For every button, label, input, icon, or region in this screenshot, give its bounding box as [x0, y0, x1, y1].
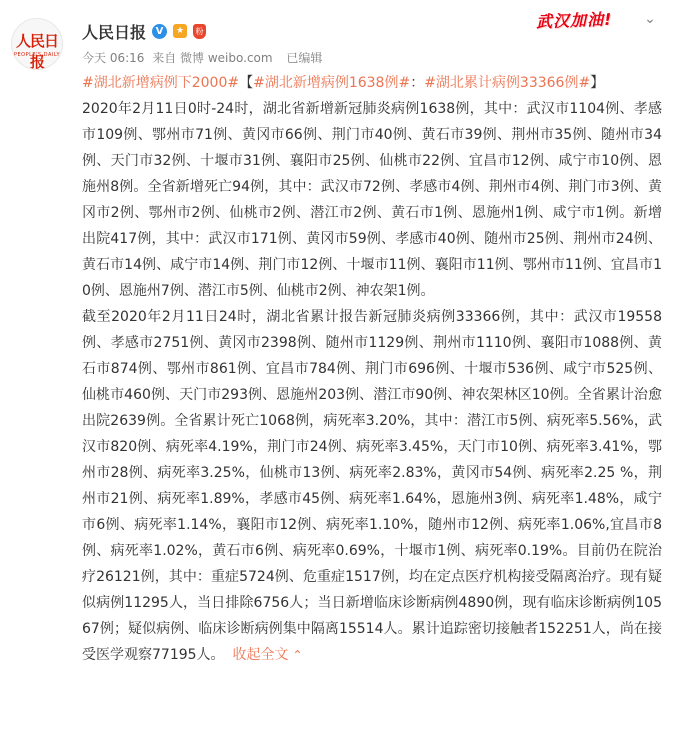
post-content: [82, 70, 662, 668]
bracket-open: 【: [239, 75, 254, 91]
post-meta: [82, 49, 326, 66]
wuhan-badge: [536, 4, 636, 36]
post-paragraph-cumulative: [82, 304, 662, 668]
post-paragraph-topics: [82, 70, 662, 96]
verified-icon[interactable]: V: [152, 24, 167, 39]
chevron-down-icon[interactable]: ⌄: [644, 11, 656, 27]
collapse-button[interactable]: [233, 647, 303, 663]
post-source[interactable]: 来自 微博 weibo.com: [152, 51, 273, 65]
post-paragraph-cumulative-text: 截至2020年2月11日24时，湖北省累计报告新冠肺炎病例33366例，其中：武汉市19558例、孝感市2751例、黄冈市2398例、随州市1129例、荆州市1110例、襄阳市1088例、黄石市874例、鄂州市861例、宜昌市784例、荆门市696例、十堰市536例、咸宁市525例、仙桃市460例、天门市293例、恩施州203例、潜江市90例、神农架林区10例。全省累计治愈出院2639例。全省累计死亡1068例，病死率3.20%，其中：潜江市5例、病死率5.56%，武汉市820例、病死率4.19%，荆门市24例、病死率3.45%，天门市10例、病死率3.41%，鄂州市28例、病死率3.25%，仙桃市13例、病死率2.83%，黄冈市54例、病死率2.25 %，荆州市21例、病死率1.89%，孝感市45例、病死率1.64%，恩施州3例、病死率1.48%，咸宁市6例、病死率1.14%，襄阳市12例、病死率1.10%，随州市12例、病死率1.06%,宜昌市8例、病死率1.02%，黄石市6例、病死率0.69%，十堰市1例、病死率0.19%。目前仍在院治疗26121例，其中：重症5724例、危重症1517例，均在定点医疗机构接受隔离治疗。现有疑似病例11295人，当日排除6756人；当日新增临床诊断病例4890例，现有临床诊断病例10567例；疑似病例、临床诊断病例集中隔离15514人。累计追踪密切接触者152251人，尚在接受医学观察77195人。: [82, 309, 662, 663]
post-time[interactable]: 今天 06:16: [82, 51, 145, 65]
avatar-logo-subtext: PEOPLE'S DAILY: [13, 52, 61, 58]
chevron-up-icon: ⌃: [292, 648, 303, 662]
topic-link-1[interactable]: #湖北新增病例下2000#: [82, 75, 240, 91]
topic-colon: ：: [410, 75, 425, 91]
avatar-logo-text: 人民日报: [15, 32, 58, 70]
account-name[interactable]: 人民日报: [82, 22, 147, 42]
collapse-label: 收起全文: [232, 647, 289, 663]
bracket-close: 】: [590, 75, 605, 91]
topic-link-2[interactable]: #湖北新增病例1638例#: [253, 75, 411, 91]
medal-icon[interactable]: ★: [173, 24, 187, 38]
avatar[interactable]: [11, 18, 63, 70]
post-header: [82, 20, 206, 42]
topic-link-3[interactable]: #湖北累计病例33366例#: [424, 75, 591, 91]
post-paragraph-daily: 2020年2月11日0时-24时，湖北省新增新冠肺炎病例1638例，其中：武汉市1104例、孝感市109例、鄂州市71例、黄冈市66例、荆门市40例、黄石市39例、荆州市35例、随州市34例、天门市32例、十堰市31例、襄阳市25例、仙桃市22例、宜昌市12例、咸宁市10例、恩施州8例。全省新增死亡94例，其中：武汉市72例、孝感市4例、荆州市4例、荆门市3例、黄冈市2例、鄂州市2例、仙桃市2例、潜江市2例、黄石市1例、恩施州1例、咸宁市1例。新增出院417例，其中：武汉市171例、黄冈市59例、孝感市40例、随州市25例、荆州市24例、黄石市14例、咸宁市14例、荆门市12例、十堰市11例、襄阳市11例、鄂州市11例、宜昌市10例、恩施州7例、潜江市5例、仙桃市2例、神农架1例。: [82, 101, 662, 299]
edited-label[interactable]: 已编辑: [286, 51, 323, 65]
wuhan-badge-text: 武汉加油!: [535, 9, 613, 32]
fan-badge-icon[interactable]: 粉: [193, 24, 206, 39]
